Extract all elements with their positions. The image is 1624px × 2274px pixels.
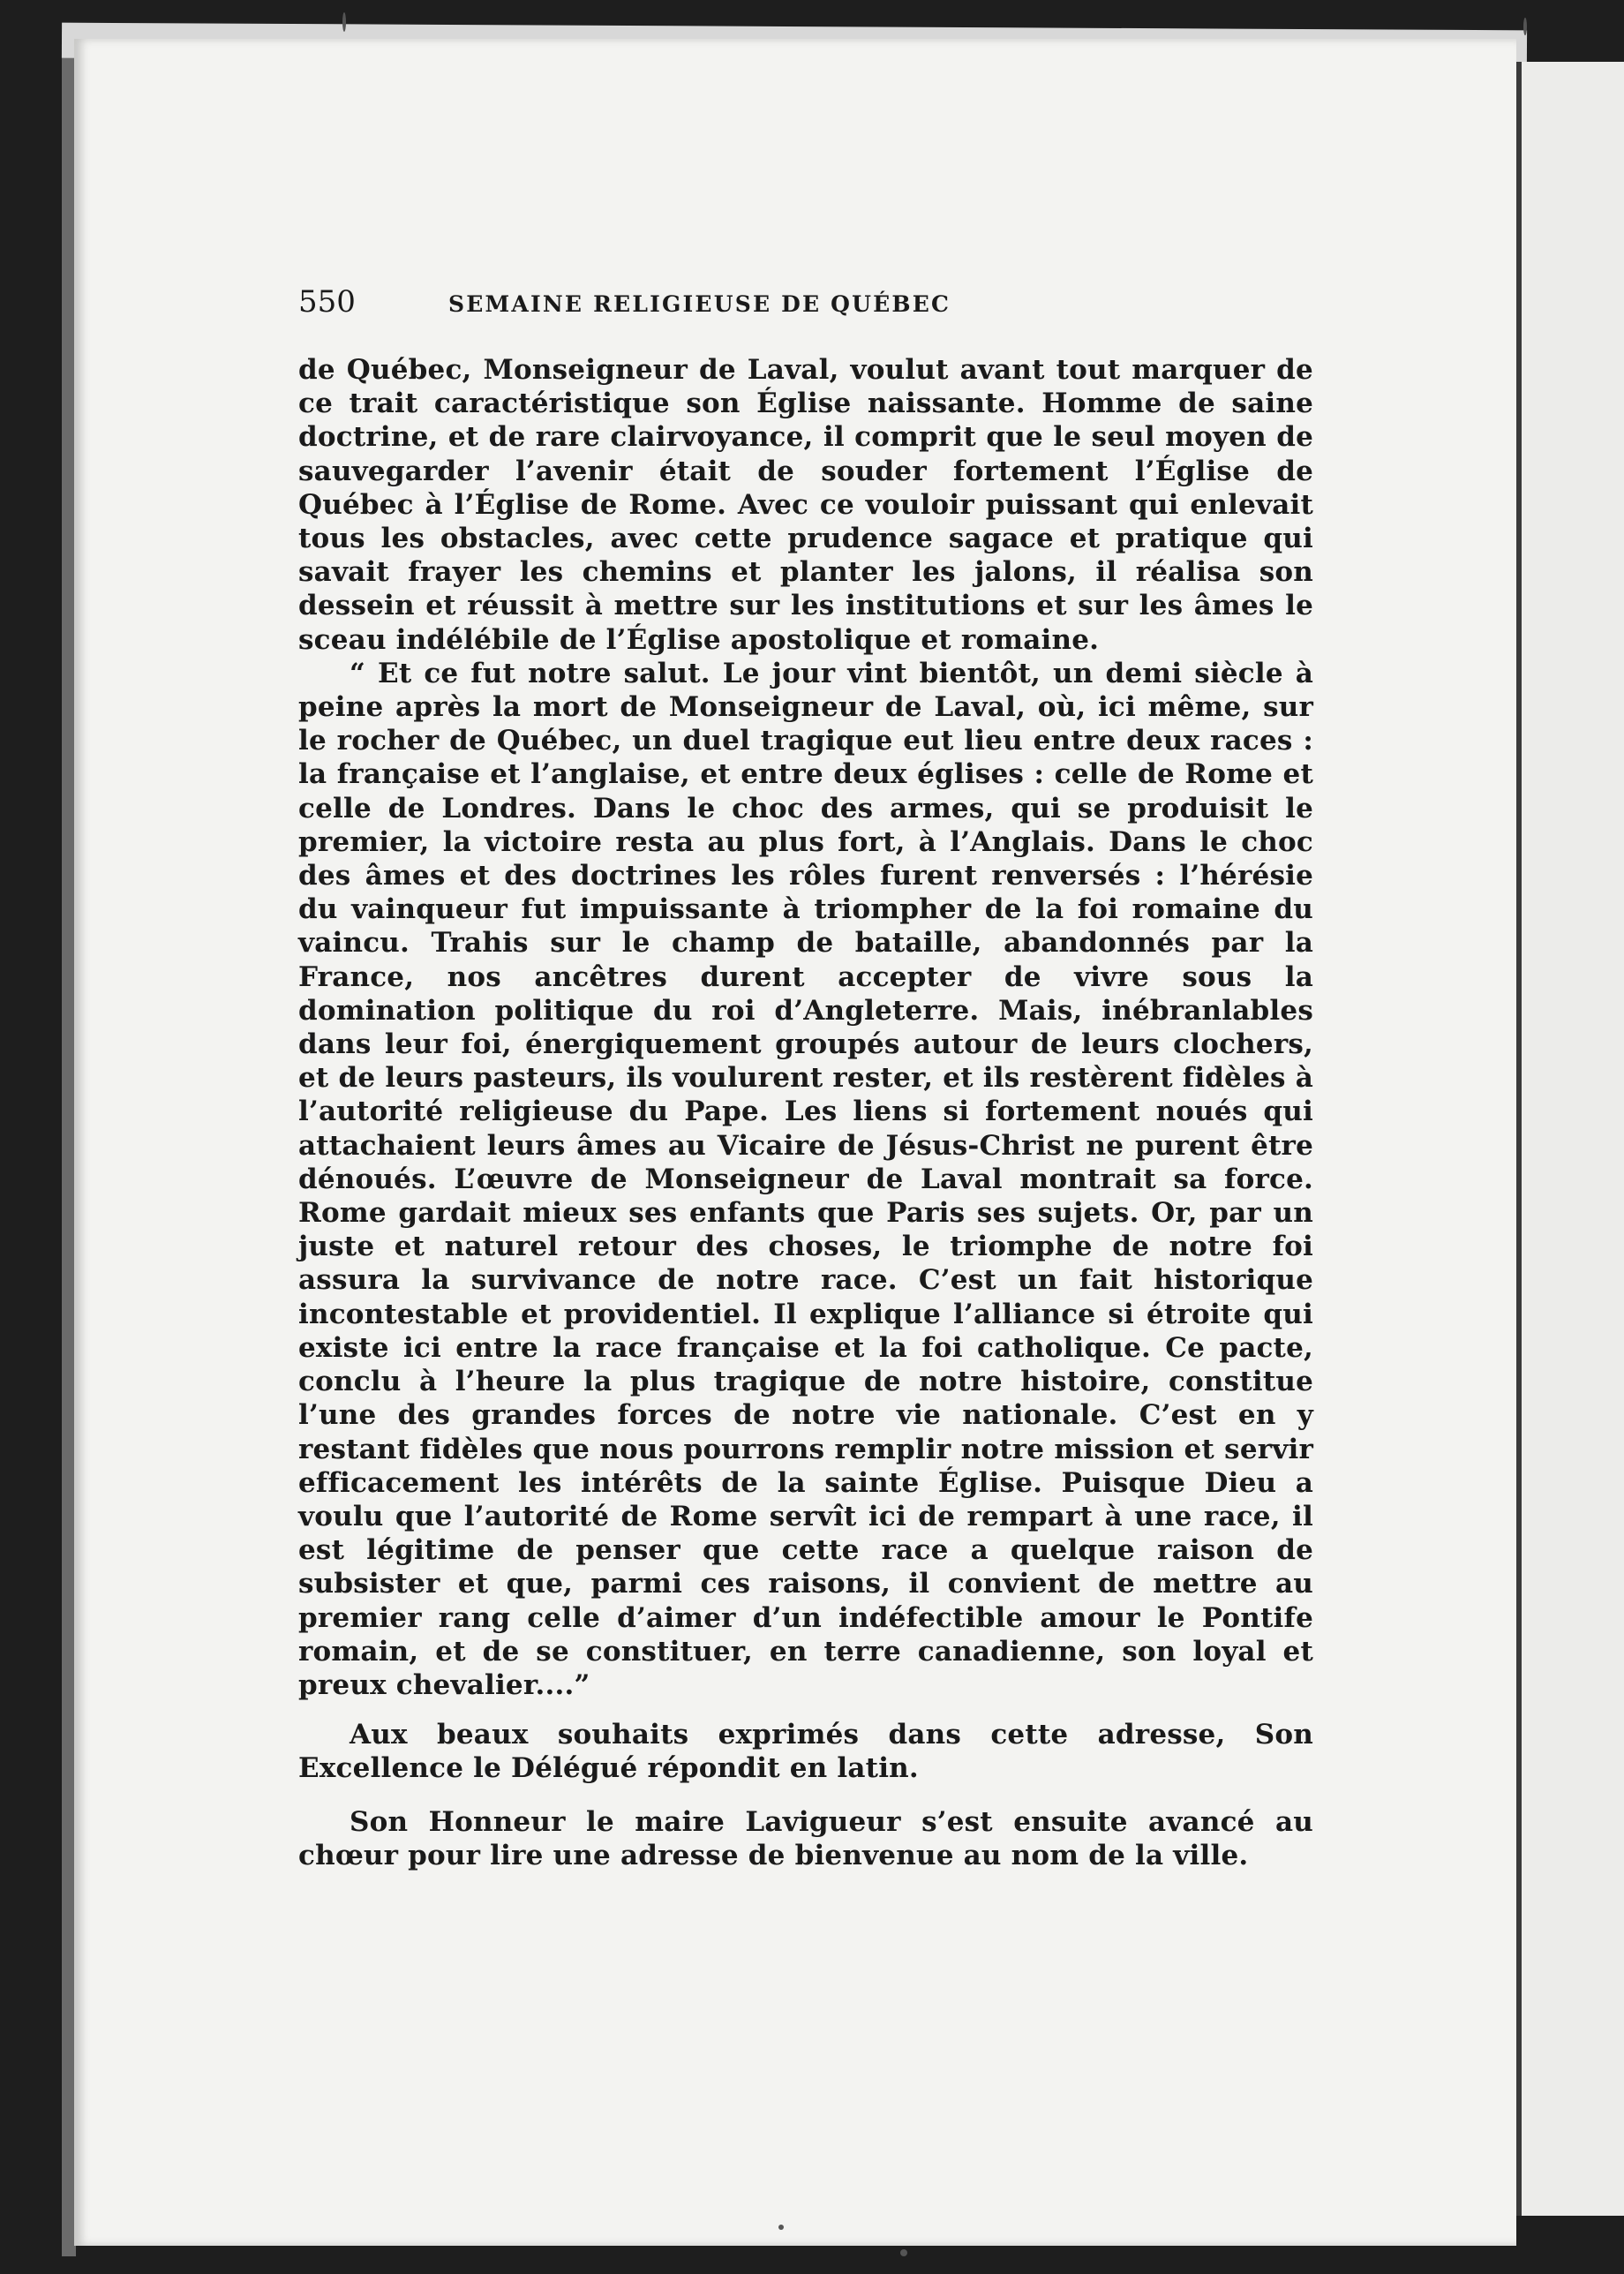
scan-speck <box>778 2225 784 2230</box>
adjacent-page-edge <box>1516 62 1624 2216</box>
paragraph-mayor-address: Son Honneur le maire Lavigueur s’est ensuite avancé au chœur pour lire une adresse de bienvenue au nom de la ville. <box>298 1805 1313 1871</box>
scan-speck <box>342 12 346 32</box>
page-number: 550 <box>298 284 356 320</box>
page-text-block <box>298 284 1313 1872</box>
running-title: SEMAINE RELIGIEUSE DE QUÉBEC <box>448 291 951 317</box>
scan-speck <box>900 2249 907 2256</box>
paragraph-laval: de Québec, Monseigneur de Laval, voulut avant tout marquer de ce trait caractéristique son Église naissante. Homme de saine doctrine, et de rare clairvoyance, il comprit que le seul moyen de sauvegarder l’avenir était de souder fortement l’Église de Québec à l’Église de Rome. Avec ce vouloir puissant qui enlevait tous les obstacles, avec cette prudence sagace et pratique qui savait frayer les chemins et planter les jalons, il réalisa son dessein et réussit à mettre sur les institutions et sur les âmes le sceau indélébile de l’Église apostolique et romaine. <box>298 354 1313 656</box>
paragraph-delegate-reply: Aux beaux souhaits exprimés dans cette adresse, Son Excellence le Délégué répondit en latin. <box>298 1719 1313 1785</box>
paragraph-quoted-address: “ Et ce fut notre salut. Le jour vint bientôt, un demi siècle à peine après la mort de Monseigneur de Laval, où, ici même, sur le rocher de Québec, un duel tragique eut lieu entre deux races : la française et l’anglaise, et entre deux églises : celle de Rome et celle de Londres. Dans le choc des armes, qui se produisit le premier, la victoire resta au plus fort, à l’Anglais. Dans le choc des âmes et des doctrines les rôles furent renversés : l’hérésie du vainqueur fut impuissante à triompher de la foi romaine du vaincu. Trahis sur le champ de bataille, abandonnés par la France, nos ancêtres durent accepter de vivre sous la domination politique du roi d’Angleterre. Mais, inébranlables dans leur foi, énergiquement groupés autour de leurs clochers, et de leurs pasteurs, ils voulurent rester, et ils restèrent fidèles à l’autorité religieuse du Pape. Les liens si fortement noués qui attachaient leurs âmes au Vicaire de Jésus-Christ ne purent être dénoués. L’œuvre de Monseigneur de Laval montrait sa force. Rome gardait mieux ses enfants que Paris ses sujets. Or, par un juste et naturel retour des choses, le triomphe de notre foi assura la survivance de notre race. C’est un fait historique incontestable et providentiel. Il explique l’alliance si étroite qui existe ici entre la race française et la foi catholique. Ce pacte, conclu à l’heure la plus tragique de notre histoire, constitue l’une des grandes forces de notre vie nationale. C’est en y restant fidèles que nous pourrons remplir notre mission et servir efficacement les intérêts de la sainte Église. Puisque Dieu a voulu que l’autorité de Rome servît ici de rempart à une race, il est légitime de penser que cette race a quelque raison de subsister et que, parmi ces raisons, il convient de mettre au premier rang celle d’aimer d’un indéfectible amour le Pontife romain, et de se constituer, en terre canadienne, son loyal et preux chevalier....” <box>298 657 1313 1701</box>
scan-speck <box>1523 18 1527 35</box>
running-header <box>298 284 1313 327</box>
